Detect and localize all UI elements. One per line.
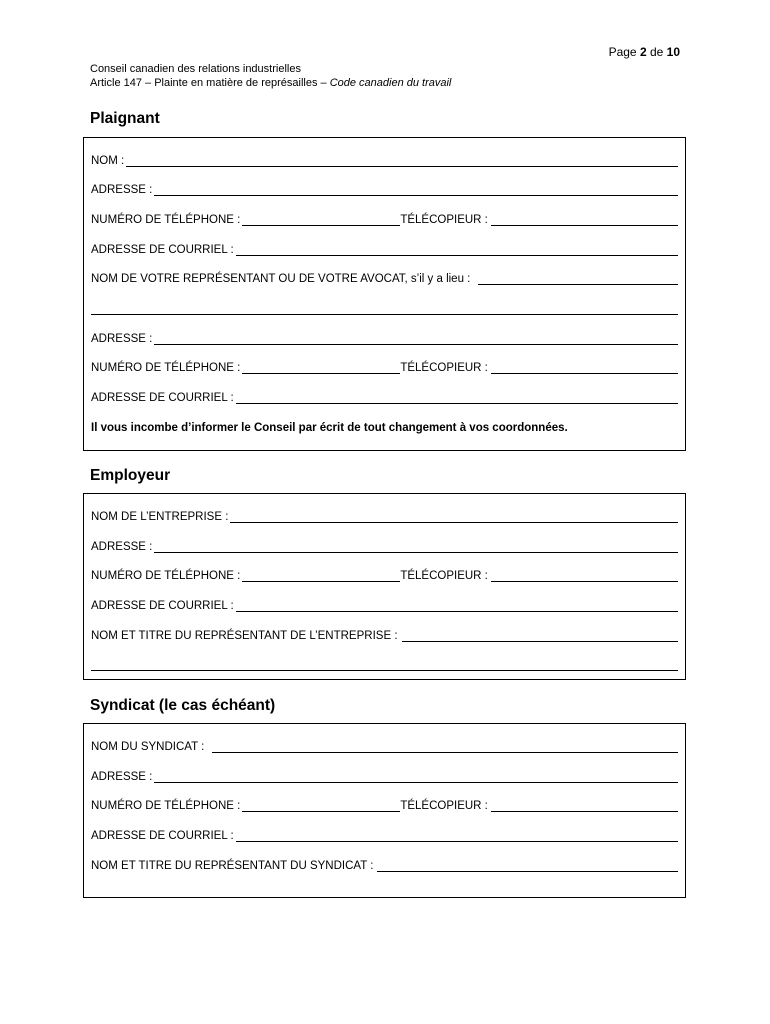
page-prefix: Page bbox=[608, 45, 640, 59]
plaignant-telephone-field[interactable] bbox=[91, 212, 678, 226]
page-total: 10 bbox=[666, 45, 680, 59]
change-notice: Il vous incombe d’informer le Conseil par écrit de tout changement à vos coordonnées. bbox=[91, 422, 568, 434]
field-label: TÉLÉCOPIEUR : bbox=[400, 214, 488, 226]
header-code-title: Code canadien du travail bbox=[329, 77, 452, 89]
field-label: NUMÉRO DE TÉLÉPHONE : bbox=[91, 570, 241, 582]
rep-courriel-field[interactable] bbox=[91, 390, 678, 404]
fill-line[interactable] bbox=[126, 156, 678, 167]
header-article-text: Article 147 – Plainte en matière de représailles – bbox=[90, 77, 330, 89]
fill-line[interactable] bbox=[91, 660, 678, 671]
field-label: NOM ET TITRE DU REPRÉSENTANT DU SYNDICAT : bbox=[91, 860, 374, 872]
fill-line[interactable] bbox=[236, 601, 678, 612]
field-label: ADRESSE DE COURRIEL : bbox=[91, 392, 234, 404]
field-label: TÉLÉCOPIEUR : bbox=[400, 362, 488, 374]
syndicat-adresse-field[interactable] bbox=[91, 769, 678, 783]
field-label: ADRESSE DE COURRIEL : bbox=[91, 244, 234, 256]
fill-line[interactable] bbox=[242, 215, 400, 226]
page-current: 2 bbox=[639, 45, 647, 59]
plaignant-box bbox=[83, 137, 686, 451]
field-label: NUMÉRO DE TÉLÉPHONE : bbox=[91, 800, 241, 812]
plaignant-representant-continuation[interactable] bbox=[91, 301, 678, 315]
syndicat-nom-field[interactable] bbox=[91, 739, 678, 753]
field-label: TÉLÉCOPIEUR : bbox=[400, 570, 488, 582]
employeur-entreprise-field[interactable] bbox=[91, 509, 678, 523]
field-label: ADRESSE : bbox=[91, 184, 153, 196]
fill-line[interactable] bbox=[242, 363, 400, 374]
employeur-representant-field[interactable] bbox=[91, 628, 678, 642]
field-label: ADRESSE DE COURRIEL : bbox=[91, 600, 234, 612]
fill-line[interactable] bbox=[236, 831, 678, 842]
rep-adresse-field[interactable] bbox=[91, 331, 678, 345]
page-mid: de bbox=[646, 45, 667, 59]
fill-line[interactable] bbox=[478, 274, 678, 285]
employeur-box bbox=[83, 493, 686, 680]
employeur-courriel-field[interactable] bbox=[91, 598, 678, 612]
plaignant-representant-field[interactable] bbox=[91, 271, 678, 285]
fill-line[interactable] bbox=[491, 363, 678, 374]
field-label: NOM DU SYNDICAT : bbox=[91, 741, 205, 753]
fill-line[interactable] bbox=[377, 861, 678, 872]
fill-line[interactable] bbox=[154, 542, 678, 553]
document-header bbox=[90, 62, 451, 90]
section-title-plaignant: Plaignant bbox=[90, 110, 160, 127]
fill-line[interactable] bbox=[242, 571, 400, 582]
fill-line[interactable] bbox=[212, 742, 678, 753]
field-label: ADRESSE : bbox=[91, 541, 153, 553]
field-label: NUMÉRO DE TÉLÉPHONE : bbox=[91, 362, 241, 374]
fill-line[interactable] bbox=[491, 215, 678, 226]
field-label: ADRESSE DE COURRIEL : bbox=[91, 830, 234, 842]
field-label: NOM ET TITRE DU REPRÉSENTANT DE L’ENTREPRISE : bbox=[91, 630, 398, 642]
syndicat-courriel-field[interactable] bbox=[91, 828, 678, 842]
fill-line[interactable] bbox=[402, 631, 678, 642]
section-title-employeur: Employeur bbox=[90, 467, 171, 484]
field-label: NUMÉRO DE TÉLÉPHONE : bbox=[91, 214, 241, 226]
fill-line[interactable] bbox=[154, 772, 678, 783]
header-article bbox=[90, 76, 451, 90]
field-label: ADRESSE : bbox=[91, 771, 153, 783]
plaignant-nom-field[interactable] bbox=[91, 153, 678, 167]
fill-line[interactable] bbox=[154, 185, 678, 196]
employeur-representant-continuation[interactable] bbox=[91, 657, 678, 671]
header-organization: Conseil canadien des relations industrielles bbox=[90, 63, 301, 75]
syndicat-telephone-field[interactable] bbox=[91, 798, 678, 812]
fill-line[interactable] bbox=[236, 393, 678, 404]
section-title-syndicat: Syndicat (le cas échéant) bbox=[90, 697, 276, 714]
field-label: NOM DE VOTRE REPRÉSENTANT OU DE VOTRE AVOCAT, s’il y a lieu : bbox=[91, 273, 471, 285]
fill-line[interactable] bbox=[491, 801, 678, 812]
fill-line[interactable] bbox=[242, 801, 400, 812]
field-label: NOM : bbox=[91, 155, 125, 167]
fill-line[interactable] bbox=[91, 304, 678, 315]
page-number bbox=[609, 45, 680, 59]
fill-line[interactable] bbox=[230, 512, 678, 523]
field-label: TÉLÉCOPIEUR : bbox=[400, 800, 488, 812]
syndicat-box bbox=[83, 723, 686, 898]
plaignant-adresse-field[interactable] bbox=[91, 182, 678, 196]
employeur-adresse-field[interactable] bbox=[91, 539, 678, 553]
employeur-telephone-field[interactable] bbox=[91, 568, 678, 582]
syndicat-representant-field[interactable] bbox=[91, 858, 678, 872]
fill-line[interactable] bbox=[154, 334, 678, 345]
fill-line[interactable] bbox=[236, 245, 678, 256]
fill-line[interactable] bbox=[491, 571, 678, 582]
field-label: ADRESSE : bbox=[91, 333, 153, 345]
rep-telephone-field[interactable] bbox=[91, 360, 678, 374]
field-label: NOM DE L’ENTREPRISE : bbox=[91, 511, 229, 523]
plaignant-courriel-field[interactable] bbox=[91, 242, 678, 256]
